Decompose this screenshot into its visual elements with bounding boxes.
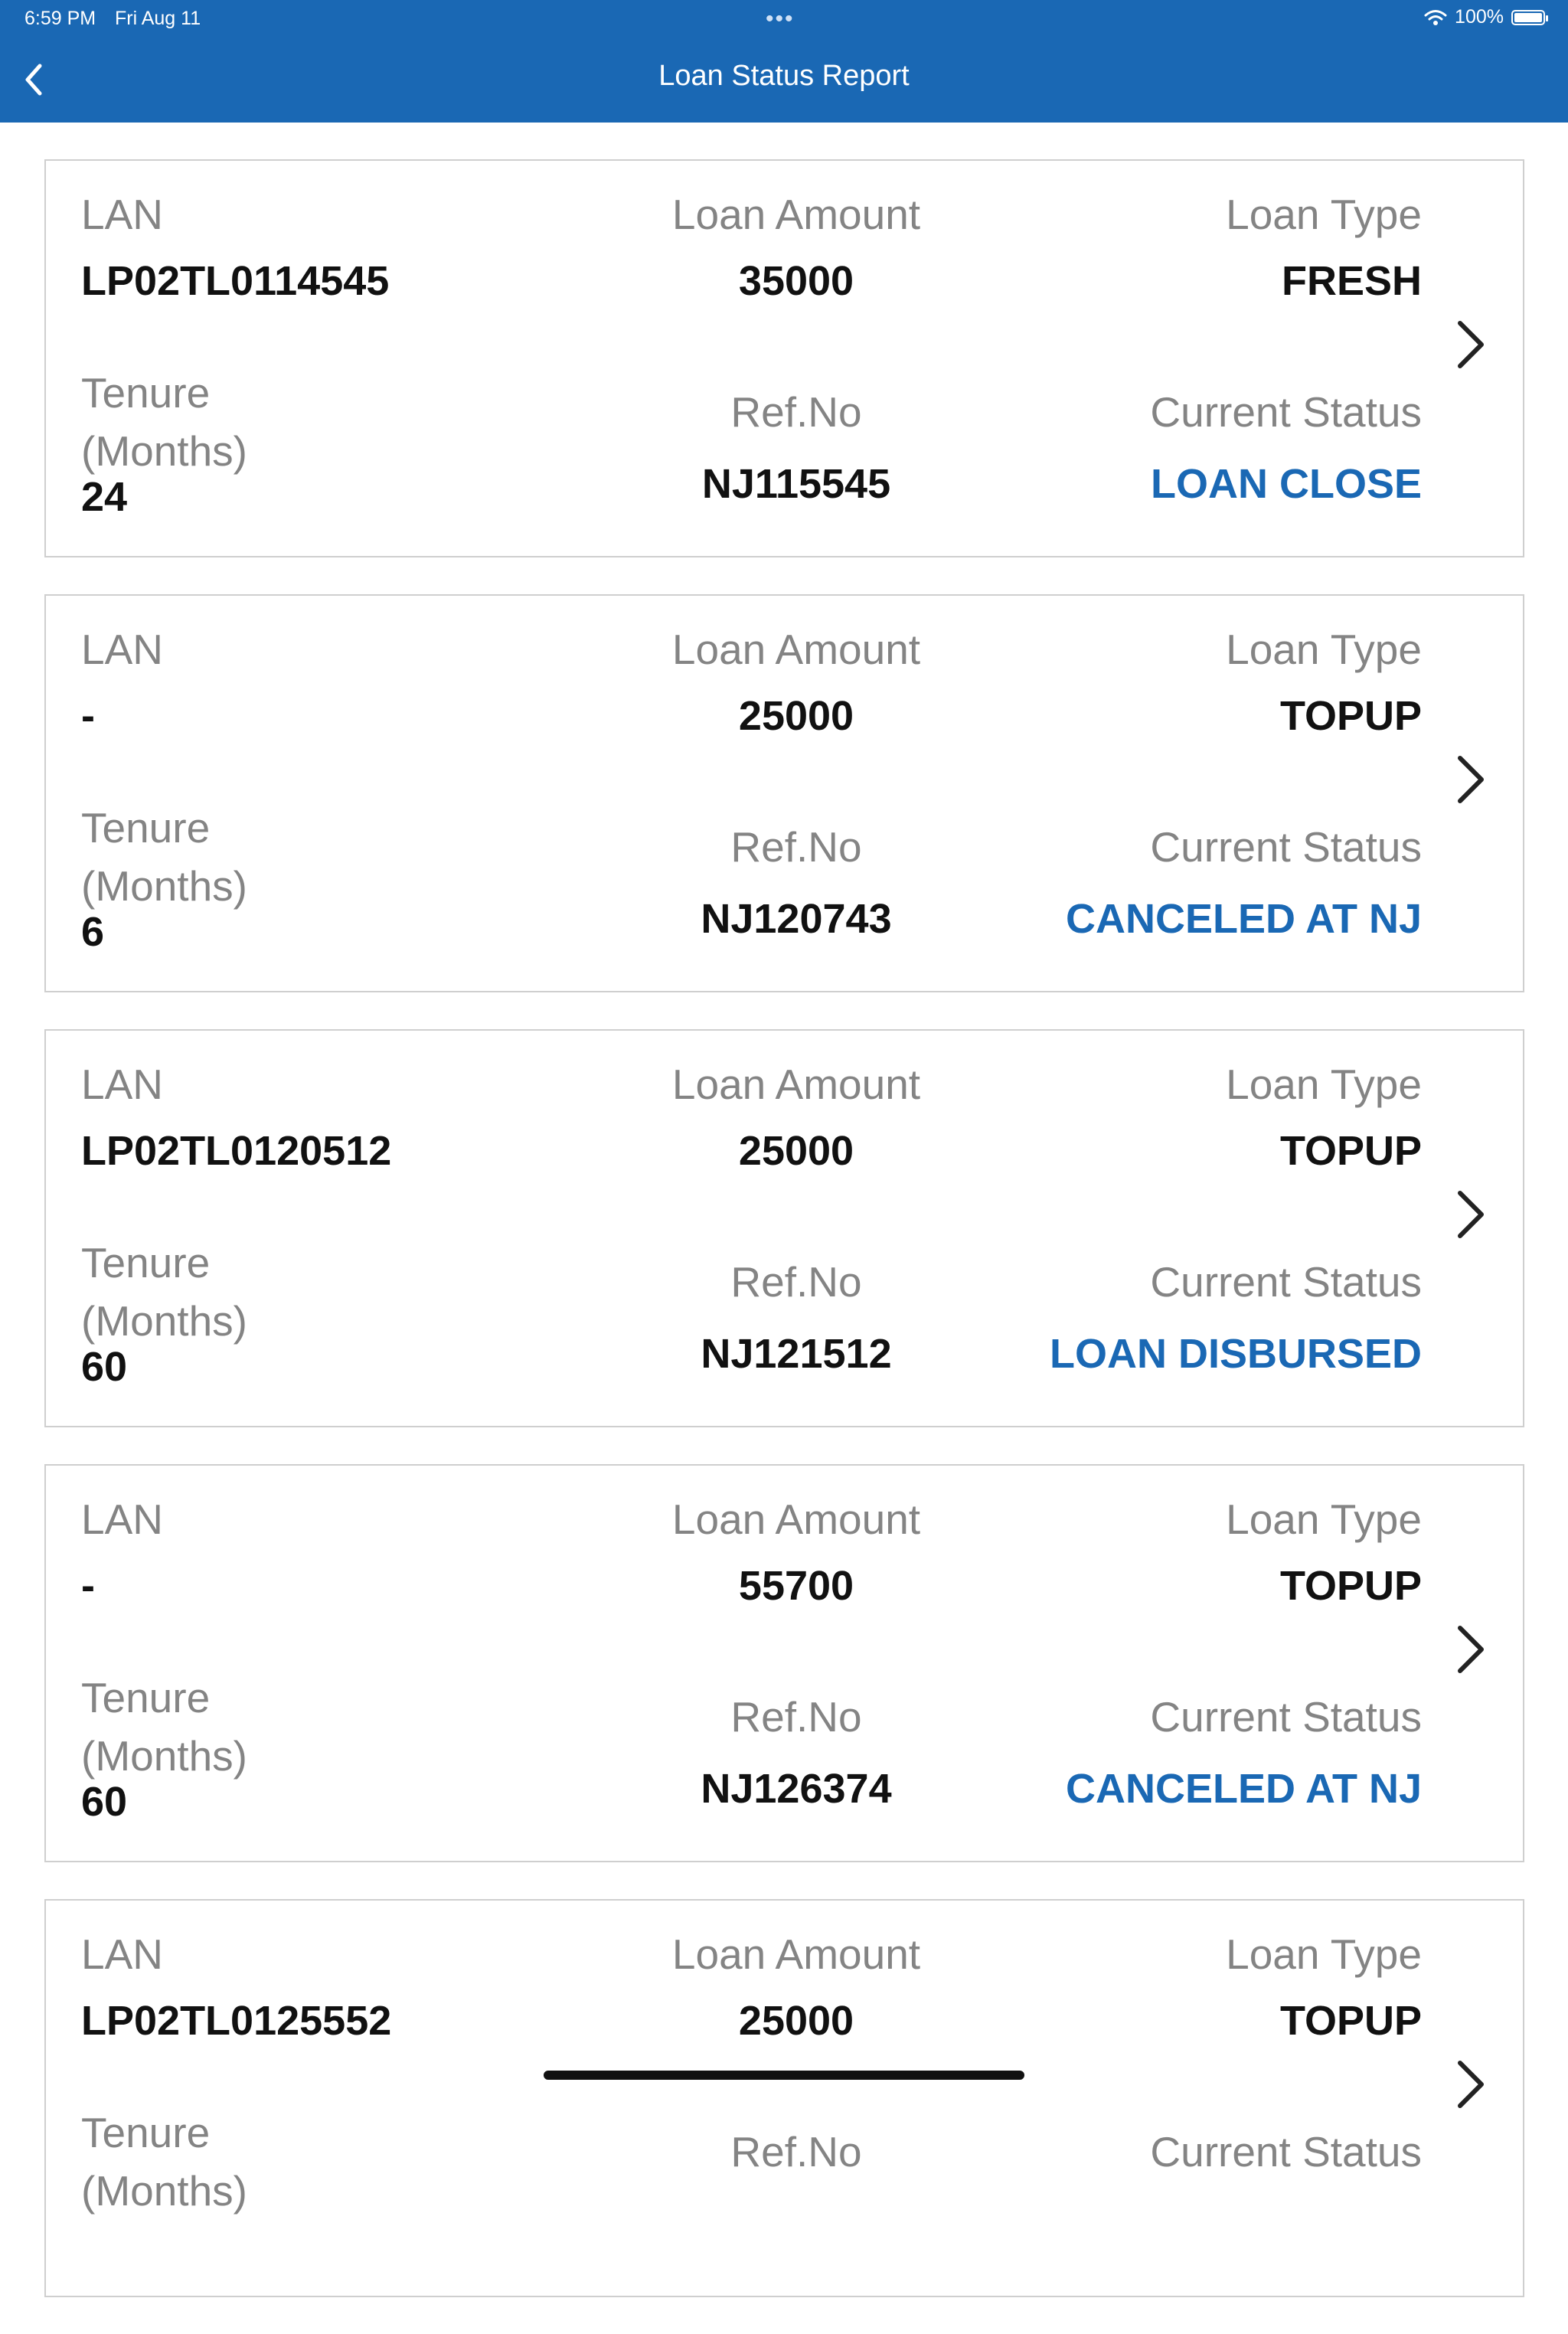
ref-no-value: NJ126374 bbox=[701, 1766, 892, 1812]
tenure-label: Tenure (Months) bbox=[81, 369, 247, 475]
lan-value: - bbox=[81, 693, 95, 739]
tenure-value: 6 bbox=[81, 909, 105, 955]
current-status-label: Current Status bbox=[1150, 823, 1422, 871]
battery-icon bbox=[1511, 10, 1545, 25]
lan-label: LAN bbox=[81, 626, 163, 673]
loan-type-value: TOPUP bbox=[1279, 1128, 1422, 1174]
multitask-dots[interactable]: ••• bbox=[766, 6, 795, 31]
loan-amount-value: 35000 bbox=[738, 258, 854, 304]
page-title: Loan Status Report bbox=[658, 60, 910, 92]
tenure-label: Tenure (Months) bbox=[81, 1674, 247, 1780]
loan-type-label: Loan Type bbox=[1226, 1061, 1422, 1108]
loan-type-value: TOPUP bbox=[1279, 693, 1422, 739]
chevron-right-icon[interactable] bbox=[1449, 1619, 1492, 1680]
loan-amount-value: 25000 bbox=[738, 693, 854, 739]
lan-value: LP02TL0120512 bbox=[81, 1128, 392, 1174]
loan-type-label: Loan Type bbox=[1226, 1496, 1422, 1543]
status-date: Fri Aug 11 bbox=[115, 8, 201, 29]
loan-amount-value: 25000 bbox=[738, 1998, 854, 2044]
tenure-value: 60 bbox=[81, 1779, 128, 1825]
loan-amount-label: Loan Amount bbox=[671, 191, 921, 238]
loan-card[interactable] bbox=[44, 1464, 1524, 1862]
loan-type-value: FRESH bbox=[1281, 258, 1422, 304]
loan-amount-label: Loan Amount bbox=[671, 1930, 921, 1978]
lan-label: LAN bbox=[81, 191, 163, 238]
loan-amount-value: 55700 bbox=[738, 1563, 854, 1609]
loan-card[interactable] bbox=[44, 1029, 1524, 1427]
loan-card[interactable] bbox=[44, 594, 1524, 992]
loan-list bbox=[44, 159, 1524, 2334]
status-time: 6:59 PM bbox=[24, 8, 96, 29]
ref-no-label: Ref.No bbox=[730, 823, 862, 871]
loan-card[interactable] bbox=[44, 1899, 1524, 2297]
ref-no-label: Ref.No bbox=[730, 1693, 862, 1741]
battery-percent: 100% bbox=[1455, 6, 1504, 28]
ref-no-label: Ref.No bbox=[730, 388, 862, 436]
lan-value: - bbox=[81, 1563, 95, 1609]
tenure-label: Tenure (Months) bbox=[81, 1239, 247, 1345]
current-status-label: Current Status bbox=[1150, 2128, 1422, 2175]
loan-amount-label: Loan Amount bbox=[671, 1496, 921, 1543]
lan-value: LP02TL0125552 bbox=[81, 1998, 392, 2044]
loan-amount-label: Loan Amount bbox=[671, 1061, 921, 1108]
current-status-label: Current Status bbox=[1150, 1693, 1422, 1741]
loan-type-label: Loan Type bbox=[1226, 191, 1422, 238]
current-status-value: LOAN CLOSE bbox=[1150, 461, 1422, 507]
lan-label: LAN bbox=[81, 1496, 163, 1543]
chevron-right-icon[interactable] bbox=[1449, 1184, 1492, 1245]
loan-amount-value: 25000 bbox=[738, 1128, 854, 1174]
lan-value: LP02TL0114545 bbox=[81, 258, 390, 304]
home-indicator[interactable] bbox=[544, 2071, 1024, 2080]
status-right bbox=[1424, 6, 1545, 28]
current-status-label: Current Status bbox=[1150, 1258, 1422, 1306]
lan-label: LAN bbox=[81, 1930, 163, 1978]
wifi-icon bbox=[1424, 9, 1447, 26]
current-status-value: CANCELED AT NJ bbox=[1065, 1766, 1422, 1812]
ref-no-value: NJ120743 bbox=[701, 896, 892, 942]
current-status-value: CANCELED AT NJ bbox=[1065, 896, 1422, 942]
chevron-right-icon[interactable] bbox=[1449, 749, 1492, 810]
loan-type-value: TOPUP bbox=[1279, 1563, 1422, 1609]
lan-label: LAN bbox=[81, 1061, 163, 1108]
tenure-label: Tenure (Months) bbox=[81, 2109, 247, 2215]
loan-card[interactable] bbox=[44, 159, 1524, 557]
top-bar bbox=[0, 0, 1568, 123]
tenure-label: Tenure (Months) bbox=[81, 804, 247, 910]
ref-no-label: Ref.No bbox=[730, 2128, 862, 2175]
current-status-label: Current Status bbox=[1150, 388, 1422, 436]
current-status-value: LOAN DISBURSED bbox=[1049, 1331, 1422, 1377]
chevron-right-icon[interactable] bbox=[1449, 314, 1492, 375]
loan-type-value: TOPUP bbox=[1279, 1998, 1422, 2044]
ref-no-value: NJ121512 bbox=[701, 1331, 892, 1377]
chevron-right-icon[interactable] bbox=[1449, 2054, 1492, 2115]
tenure-value: 60 bbox=[81, 1344, 128, 1390]
loan-type-label: Loan Type bbox=[1226, 626, 1422, 673]
tenure-value: 24 bbox=[81, 474, 128, 520]
loan-amount-label: Loan Amount bbox=[671, 626, 921, 673]
ref-no-label: Ref.No bbox=[730, 1258, 862, 1306]
ref-no-value: NJ115545 bbox=[701, 461, 891, 507]
loan-type-label: Loan Type bbox=[1226, 1930, 1422, 1978]
